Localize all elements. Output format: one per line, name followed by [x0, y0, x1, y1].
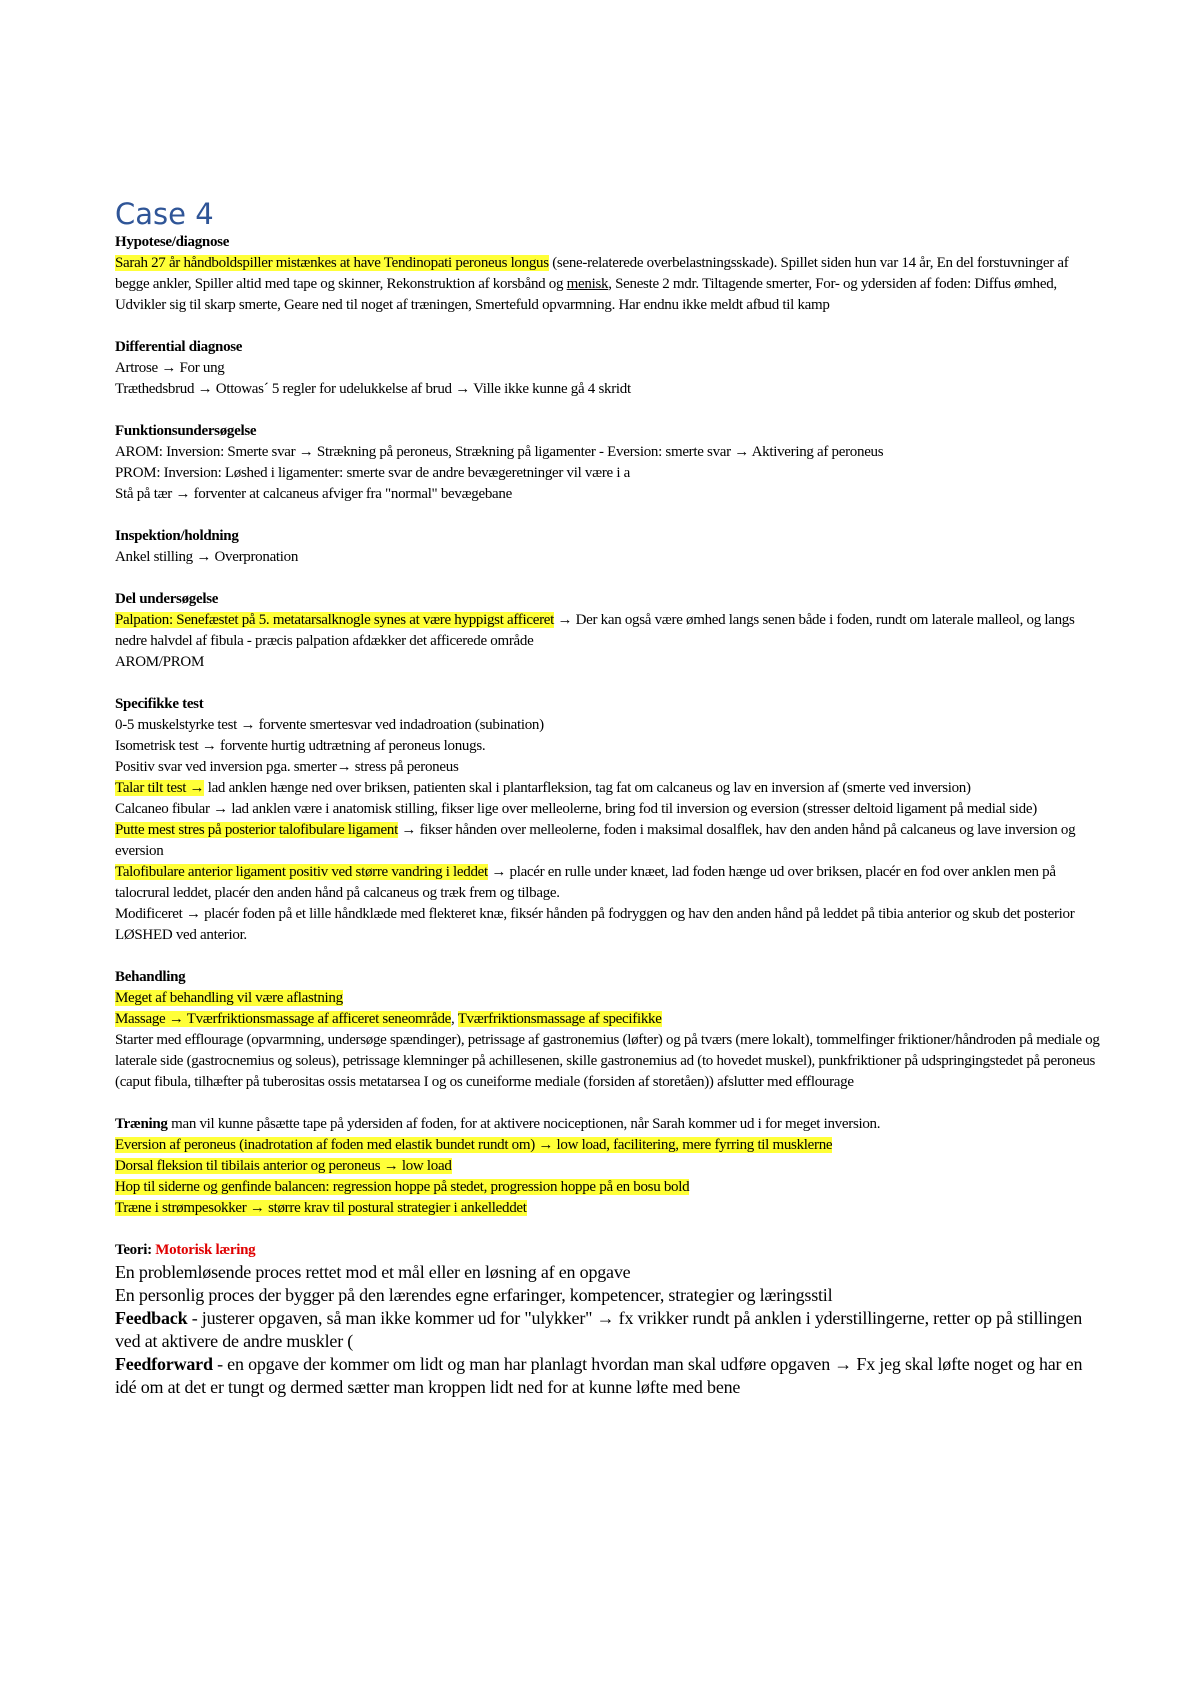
- highlight-talar-tilt: Talar tilt test →: [115, 780, 205, 796]
- section-funktion: [115, 421, 1105, 505]
- highlight-anterior-ligament: Talofibulare anterior ligament positiv ved større vandring i leddet: [115, 864, 488, 880]
- funktion-line: AROM: Inversion: Smerte svar → Strækning på peroneus, Strækning på ligamenter - Eversion: smerte svar → Aktivering af peroneus: [115, 444, 884, 460]
- heading-specifikke: Specifikke test: [115, 696, 204, 712]
- specifikke-line: 0-5 muskelstyrke test → forvente smertesvar ved indadroation (subination): [115, 717, 544, 733]
- highlight-aflastning: Meget af behandling vil være aflastning: [115, 990, 343, 1006]
- page-title: Case 4: [115, 197, 214, 231]
- traening-item: [115, 1156, 1105, 1177]
- highlight-hop: Hop til siderne og genfinde balancen: regression hoppe på stedet, progression hoppe på en bosu bold: [115, 1179, 690, 1195]
- massage-line: [115, 1009, 1105, 1030]
- talofibulare-rest: → placér en rulle under knæet, lad foden hænge ud over briksen, placér en fod over anklen men på talocrural leddet, placér den anden hånd på calcaneus og træk frem og tilbage.: [115, 864, 1056, 901]
- section-del: [115, 589, 1105, 673]
- section-traening: [115, 1114, 1105, 1219]
- hypotese-text: [115, 253, 1105, 316]
- heading-inspektion: Inspektion/holdning: [115, 528, 239, 544]
- feedforward-text: [115, 1353, 1105, 1399]
- highlight-posterior-ligament: Putte mest stres på posterior talofibulare ligament: [115, 822, 398, 838]
- del-text: [115, 610, 1105, 652]
- hypotese-rest1: (sene-relaterede overbelastningsskade). Spillet siden hun var 14 år, En del forstuvninger af begge ankler, Spiller altid med tape og skinner, Rekonstruktion af korsbånd og: [115, 255, 1069, 292]
- teori-line: En personlig proces der bygger på den lærendes egne erfaringer, kompetencer, strategier og læringsstil: [115, 1285, 833, 1305]
- specifikke-line: Isometrisk test → forvente hurtig udtrætning af peroneus lonugs.: [115, 738, 486, 754]
- differential-line: Træthedsbrud → Ottowas´ 5 regler for udelukkelse af brud → Ville ikke kunne gå 4 skridt: [115, 381, 631, 397]
- differential-line: Artrose → For ung: [115, 360, 225, 376]
- highlight-eversion: Eversion af peroneus (inadrotation af foden med elastik bundet rundt om) → low load, facilitering, mere fyrring til musklerne: [115, 1137, 833, 1153]
- traening-item: [115, 1177, 1105, 1198]
- heading-funktion: Funktionsundersøgelse: [115, 423, 257, 439]
- hypotese-rest2: , Seneste 2 mdr. Tiltagende smerter, For- og ydersiden af foden: Diffus ømhed, Udvikler sig til skarp smerte, Geare ned til noget af træningen, Smertefuld opvarmning. Har endnu ikke meldt afbud til kamp: [115, 276, 1057, 313]
- putte-rest: → fikser hånden over melleolerne, foden i maksimal dosalflek, hav den anden hånd på calcaneus og lave inversion og eversion: [115, 822, 1076, 859]
- feedforward-label: Feedforward: [115, 1354, 213, 1374]
- behandling-text: Starter med efflourage (opvarmning, undersøge spændinger), petrissage af gastronemius (løfter) og på tværs (mere lokalt), tommelfinger friktioner/håndroden på mediale og laterale side (gastrocnemius og soleus), petrissage klemninger på achillesenen, skille gastronemius ad (to hovedet muskel), punkfriktioner på udspringingstedet på peroneus (caput fibula, tilhæfter på tuberositas ossis metatarsea I og os cuneiforme mediale (forsiden af storetåen)) afslutter med efflourage: [115, 1032, 1100, 1090]
- highlight-massage-specific: Tværfriktionsmassage af specifikke: [457, 1011, 662, 1027]
- funktion-line: PROM: Inversion: Løshed i ligamenter: smerte svar de andre bevægeretninger vil være i a: [115, 465, 631, 481]
- heading-hypotese: Hypotese/diagnose: [115, 234, 230, 250]
- behandling-line: [115, 988, 1105, 1009]
- specifikke-line: Positiv svar ved inversion pga. smerter→ stress på peroneus: [115, 759, 459, 775]
- section-hypotese: [115, 232, 1105, 316]
- teori-line: En problemløsende proces rettet mod et mål eller en løsning af en opgave: [115, 1262, 631, 1282]
- feedback-rest: - justerer opgaven, så man ikke kommer ud for "ulykker" → fx vrikker rundt på anklen i yderstillingerne, retter op på stillingen ved at aktivere de andre muskler (: [115, 1308, 1083, 1351]
- section-behandling: [115, 967, 1105, 1093]
- putte-text: [115, 820, 1105, 862]
- traening-item: [115, 1135, 1105, 1156]
- teori-topic: Motorisk læring: [155, 1242, 256, 1258]
- heading-del: Del undersøgelse: [115, 591, 219, 607]
- highlight-palpation: Palpation: Senefæstet på 5. metatarsalknogle synes at være hyppigst afficeret: [115, 612, 555, 628]
- underlined-word: menisk: [566, 276, 609, 292]
- inspektion-line: Ankel stilling → Overpronation: [115, 549, 299, 565]
- highlight-stroempesokker: Træne i strømpesokker → større krav til postural strategier i ankelleddet: [115, 1200, 527, 1216]
- highlight-massage: Massage → Tværfriktionsmassage af afficeret seneområde: [115, 1011, 452, 1027]
- heading-traening: Træning: [115, 1116, 168, 1132]
- massage-comma: ,: [451, 1011, 458, 1027]
- section-inspektion: [115, 526, 1105, 568]
- section-teori: [115, 1240, 1105, 1399]
- funktion-line: Stå på tær → forventer at calcaneus afviger fra "normal" bevægebane: [115, 486, 512, 502]
- teori-label: Teori:: [115, 1242, 156, 1258]
- feedforward-rest: - en opgave der kommer om lidt og man har planlagt hvordan man skal udføre opgaven → Fx jeg skal løfte noget og har en idé om at det er tungt og dermed sætter man kroppen lidt ned for at kunne løfte med bene: [115, 1354, 1083, 1397]
- talofibulare-text: [115, 862, 1105, 904]
- section-specifikke: [115, 694, 1105, 946]
- talar-tilt-rest: lad anklen hænge ned over briksen, patienten skal i plantarfleksion, tag fat om calcaneus og lav en inversion af (smerte ved inversion): [204, 780, 971, 796]
- heading-behandling: Behandling: [115, 969, 186, 985]
- feedback-text: [115, 1307, 1105, 1353]
- del-line: AROM/PROM: [115, 654, 204, 670]
- calcaneo-line: Calcaneo fibular → lad anklen være i anatomisk stilling, fikser lige over melleolerne, bring fod til inversion og eversion (stresser deltoid ligament på medial side): [115, 801, 1037, 817]
- traening-item: [115, 1198, 1105, 1219]
- feedback-label: Feedback: [115, 1308, 188, 1328]
- traening-rest: man vil kunne påsætte tape på ydersiden af foden, for at aktivere nociceptionen, når Sarah kommer ud i for meget inversion.: [167, 1116, 881, 1132]
- heading-differential: Differential diagnose: [115, 339, 243, 355]
- document-page: [115, 196, 1105, 1399]
- talar-tilt-text: [115, 778, 1105, 799]
- highlight-dorsal: Dorsal fleksion til tibilais anterior og peroneus → low load: [115, 1158, 452, 1174]
- del-rest: → Der kan også være ømhed langs senen både i foden, rundt om laterale malleol, og langs nedre halvdel af fibula - præcis palpation afdækker det afficerede område: [115, 612, 1075, 649]
- teori-heading: [115, 1240, 1105, 1261]
- highlight-diagnosis: Sarah 27 år håndboldspiller mistænkes at have Tendinopati peroneus longus: [115, 255, 549, 271]
- modificeret-line: Modificeret → placér foden på et lille håndklæde med flekteret knæ, fiksér hånden på fodryggen og hav den anden hånd på leddet på tibia anterior og skub det posterior LØSHED ved anterior.: [115, 906, 1075, 943]
- section-differential: [115, 337, 1105, 400]
- traening-intro: [115, 1114, 1105, 1135]
